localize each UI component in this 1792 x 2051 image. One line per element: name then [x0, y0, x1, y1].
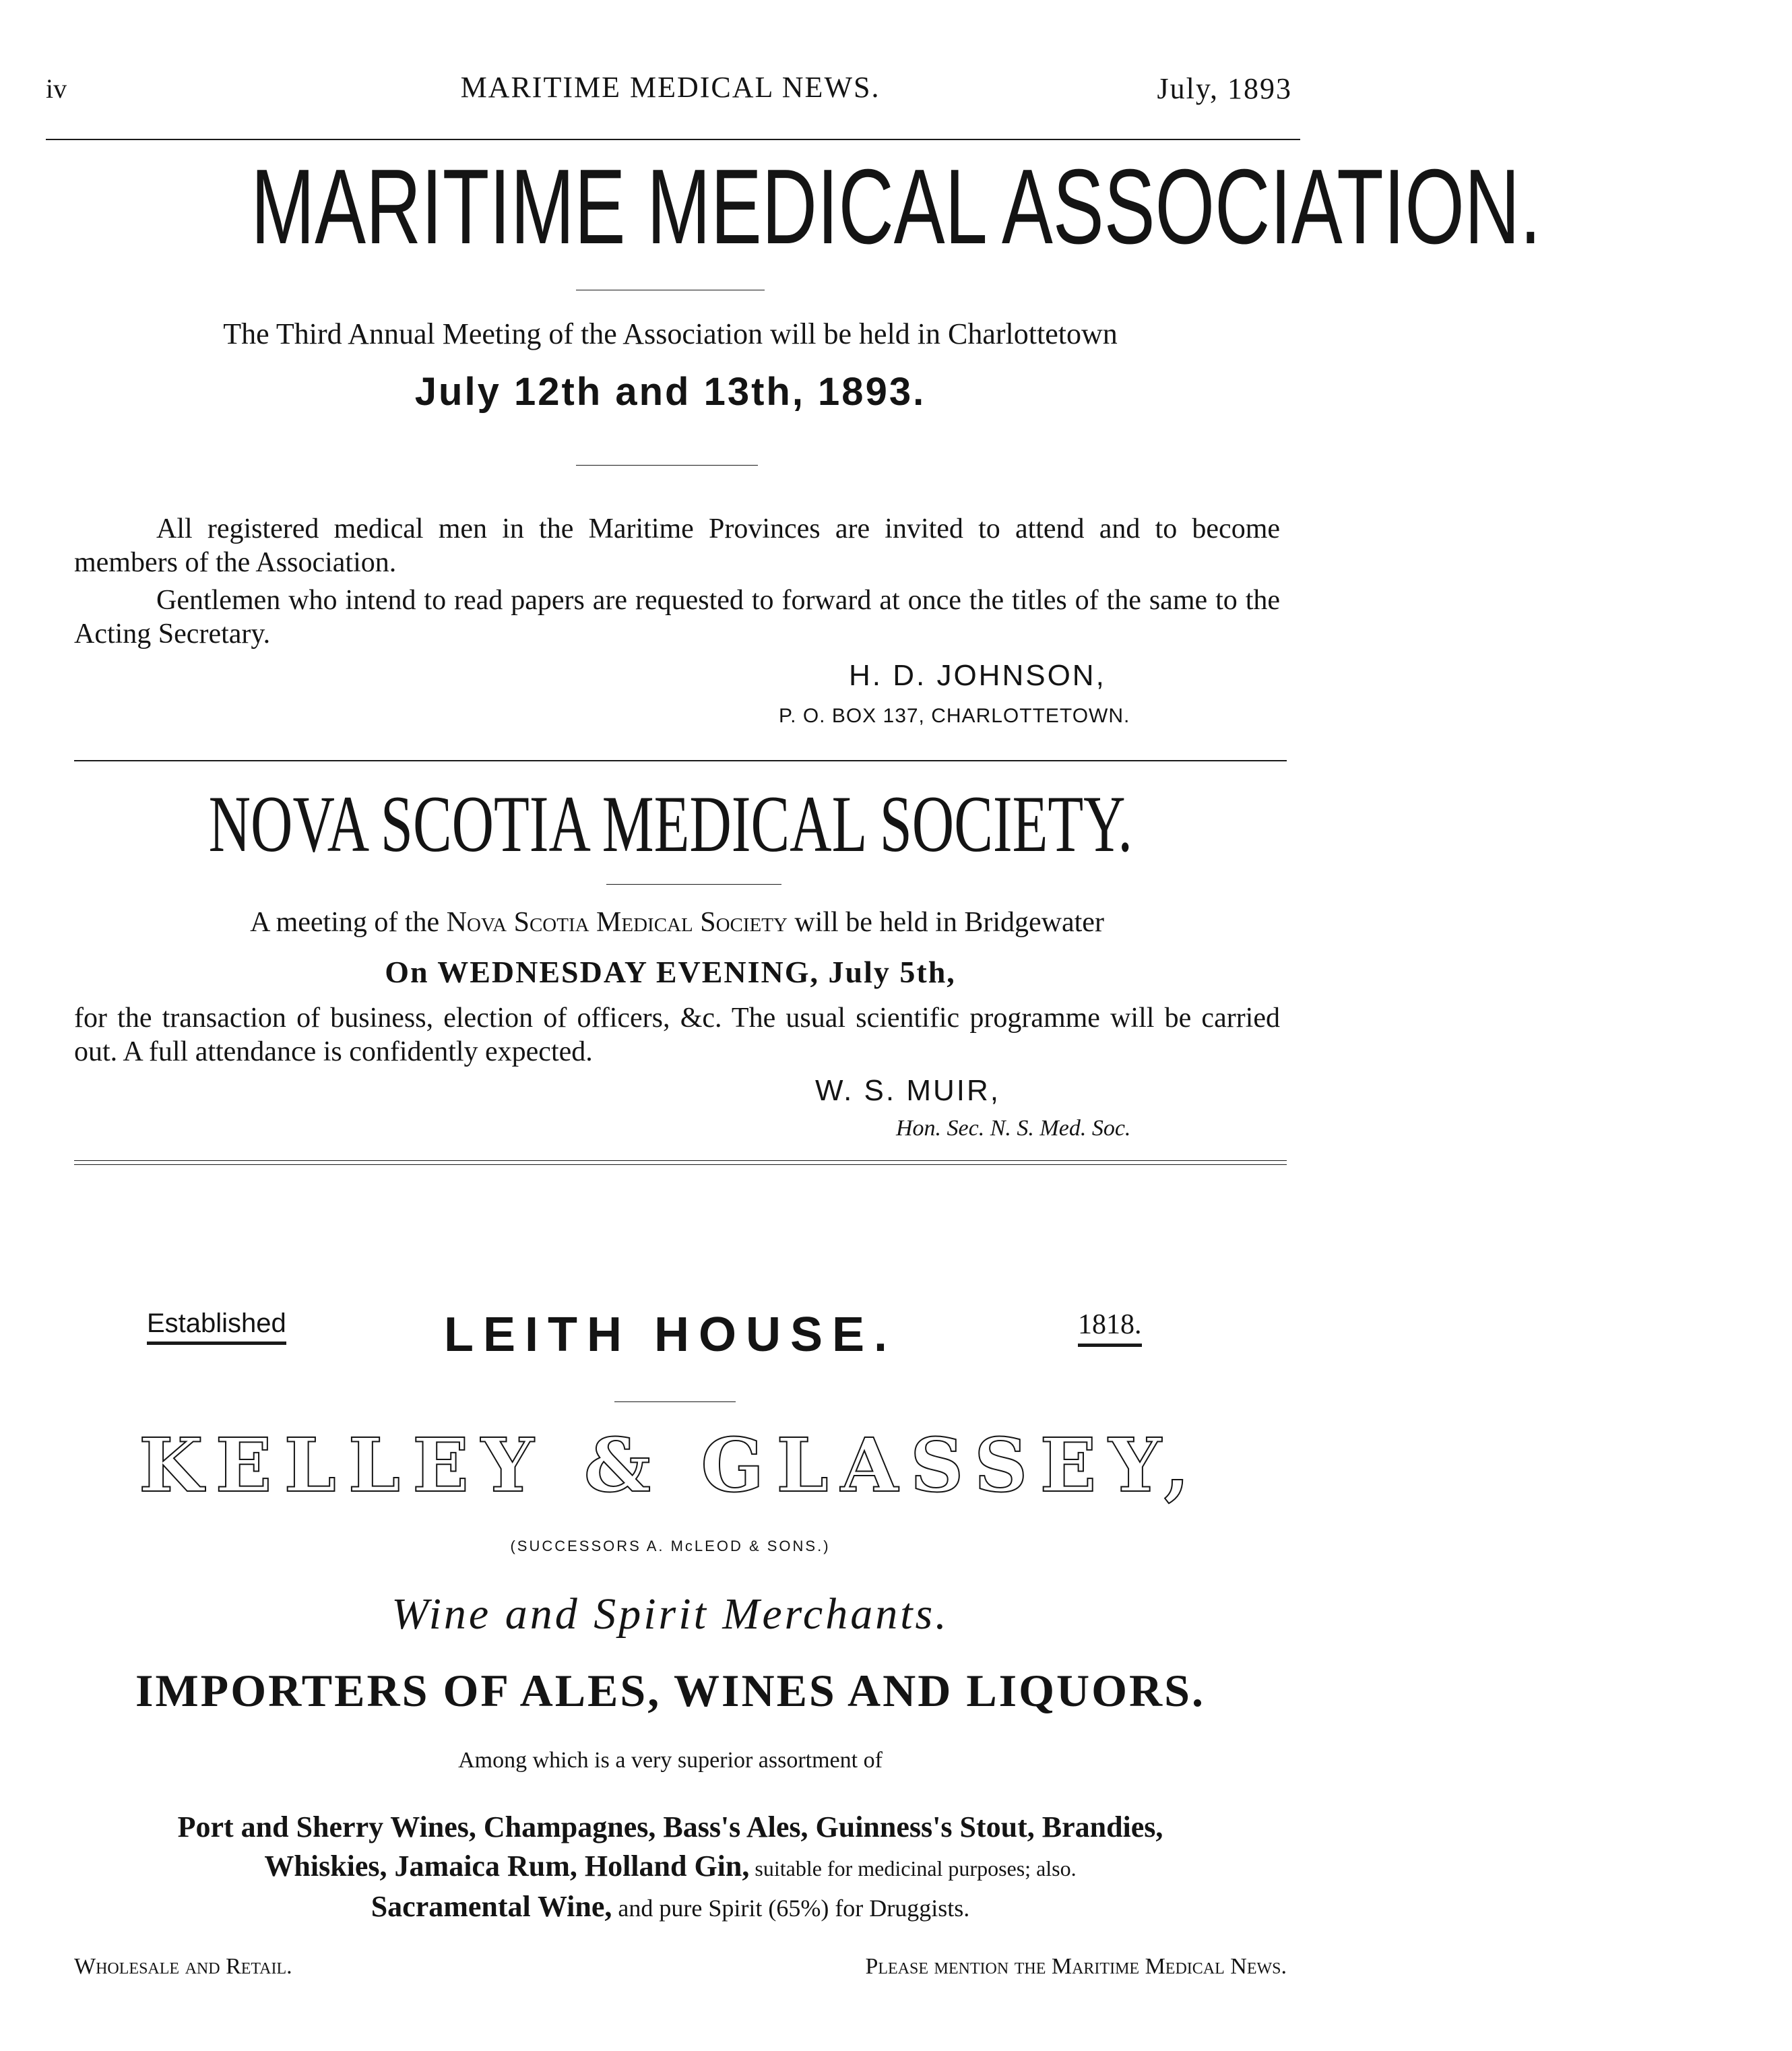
trade-line: Wine and Spirit Merchants. — [391, 1589, 949, 1639]
nsms-line1 — [74, 906, 1280, 939]
mma-dates-rule — [576, 465, 758, 466]
mma-signature-address: P. O. BOX 137, CHARLOTTETOWN. — [779, 705, 1130, 727]
mma-signature-name: H. D. JOHNSON, — [849, 659, 1106, 692]
products-line-3 — [0, 1889, 1341, 1924]
mma-papers: Gentlemen who intend to read papers are requested to forward at once the titles of the same to the Acting Secretary. — [74, 585, 1280, 650]
among-line: Among which is a very superior assortment of — [458, 1748, 883, 1773]
nsms-signature-name: W. S. MUIR, — [815, 1074, 1000, 1107]
nsms-title-rule — [606, 884, 781, 885]
importers-line: IMPORTERS OF ALES, WINES AND LIQUORS. — [135, 1665, 1205, 1716]
page-number: iv — [46, 73, 67, 104]
firm-name: KELLEY & GLASSEY, — [139, 1422, 1202, 1509]
products-line-2-bold: Whiskies, Jamaica Rum, Holland Gin, — [264, 1850, 750, 1883]
mma-title-text: MARITIME MEDICAL ASSOCIATION. — [251, 148, 1541, 266]
nsms-date-line: On WEDNESDAY EVENING, July 5th, — [385, 955, 956, 989]
nsms-line1-suffix: will be held in Bridgewater — [787, 907, 1104, 938]
products-line-2-small: suitable for medicinal purposes; also. — [749, 1856, 1077, 1881]
nsms-signature-title: Hon. Sec. N. S. Med. Soc. — [896, 1116, 1131, 1141]
footer-mention — [865, 1954, 1287, 1980]
running-head-date: July, 1893 — [1157, 72, 1292, 105]
footer-wholesale: Wholesale and Retail. — [74, 1954, 292, 1979]
mma-dates: July 12th and 13th, 1893. — [414, 370, 926, 414]
nsms-title — [0, 780, 1341, 868]
products-line-3-bold: Sacramental Wine, — [371, 1890, 612, 1923]
footer-mention-text: Please mention the Maritime Medical News. — [865, 1954, 1287, 1979]
nsms-business: for the transaction of business, election of officers, &c. The usual scientific programme will be carried out. A full attendance is confidently expected. — [74, 1003, 1280, 1067]
nsms-end-rule — [74, 1160, 1287, 1165]
established-label: Established — [147, 1308, 286, 1345]
products-line-1: Port and Sherry Wines, Champagnes, Bass's Ales, Guinness's Stout, Brandies, — [177, 1810, 1163, 1843]
nsms-society-name: Nova Scotia Medical Society — [446, 907, 788, 938]
mma-invite: All registered medical men in the Maritime Provinces are invited to attend and to become members of the Association. — [74, 513, 1280, 578]
running-head-journal: MARITIME MEDICAL NEWS. — [460, 71, 881, 104]
header-rule — [46, 139, 1300, 140]
products-line-2 — [0, 1849, 1341, 1883]
nsms-title-text: NOVA SCOTIA MEDICAL SOCIETY. — [208, 779, 1132, 869]
house-name: LEITH HOUSE. — [443, 1308, 897, 1362]
house-rule — [614, 1401, 736, 1402]
products-line-3-small: and pure Spirit (65%) for Druggists. — [612, 1895, 970, 1922]
successors: (SUCCESSORS A. McLEOD & SONS.) — [510, 1538, 831, 1554]
nsms-line1-prefix: A meeting of the — [250, 907, 447, 938]
mma-intro: The Third Annual Meeting of the Association will be held in Charlottetown — [223, 317, 1118, 350]
established-year: 1818. — [1078, 1308, 1142, 1347]
mma-end-rule — [74, 760, 1287, 761]
mma-title — [0, 148, 1541, 266]
